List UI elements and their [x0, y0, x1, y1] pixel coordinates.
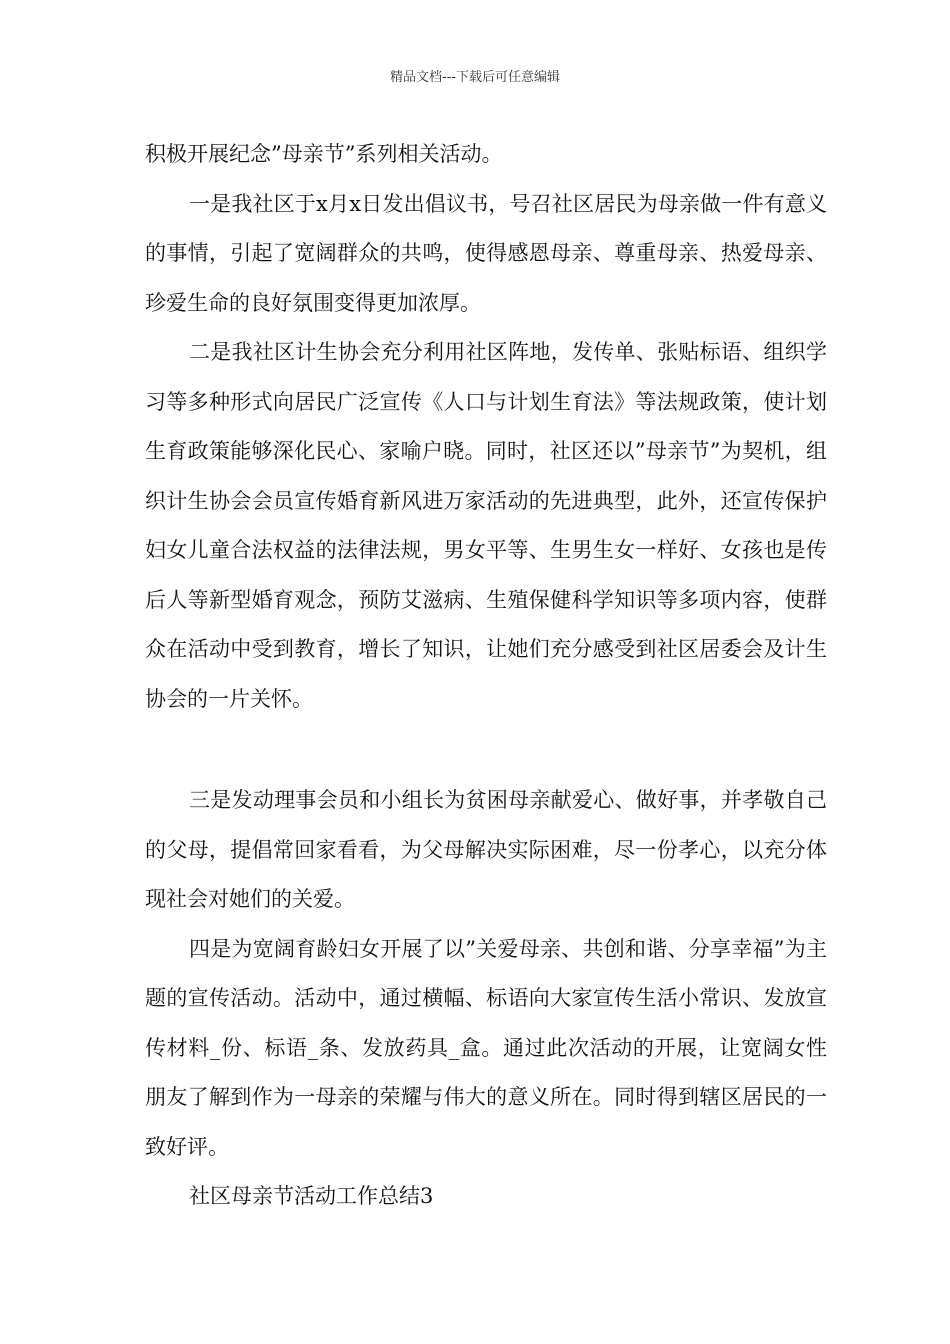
document-body: [145, 130, 827, 1222]
paragraph-item-1: 一是我社区于x月x日发出倡议书，号召社区居民为母亲做一件有意义的事情，引起了宽阔群众的共鸣，使得感恩母亲、尊重母亲、热爱母亲、珍爱生命的良好氛围变得更加浓厚。: [145, 191, 827, 315]
page-header: 精品文档---下载后可任意编辑: [389, 70, 561, 85]
paragraph-item-4: 四是为宽阔育龄妇女开展了以”关爱母亲、共创和谐、分享幸福”为主题的宣传活动。活动中，通过横幅、标语向大家宣传生活小常识、发放宣传材料_份、标语_条、发放药具_盒。通过此次活动的开展，让宽阔女性朋友了解到作为一母亲的荣耀与伟大的意义所在。同时得到辖区居民的一致好评。: [145, 936, 827, 1159]
paragraph-gap: [145, 724, 827, 776]
paragraph-continuation: 积极开展纪念”母亲节”系列相关活动。: [145, 142, 503, 166]
section-heading: 社区母亲节活动工作总结3: [189, 1184, 434, 1208]
paragraph-item-2: 二是我社区计生协会充分利用社区阵地，发传单、张贴标语、组织学习等多种形式向居民广泛宣传《人口与计划生育法》等法规政策，使计划生育政策能够深化民心、家喻户晓。同时，社区还以”母亲节”为契机，组织计生协会会员宣传婚育新风进万家活动的先进典型，此外，还宣传保护妇女儿童合法权益的法律法规，男女平等、生男生女一样好、女孩也是传后人等新型婚育观念，预防艾滋病、生殖保健科学知识等多项内容，使群众在活动中受到教育，增长了知识，让她们充分感受到社区居委会及计生协会的一片关怀。: [145, 340, 827, 711]
paragraph-item-3: 三是发动理事会员和小组长为贫困母亲献爱心、做好事，并孝敬自己的父母，提倡常回家看看，为父母解决实际困难，尽一份孝心，以充分体现社会对她们的关爱。: [145, 788, 827, 911]
